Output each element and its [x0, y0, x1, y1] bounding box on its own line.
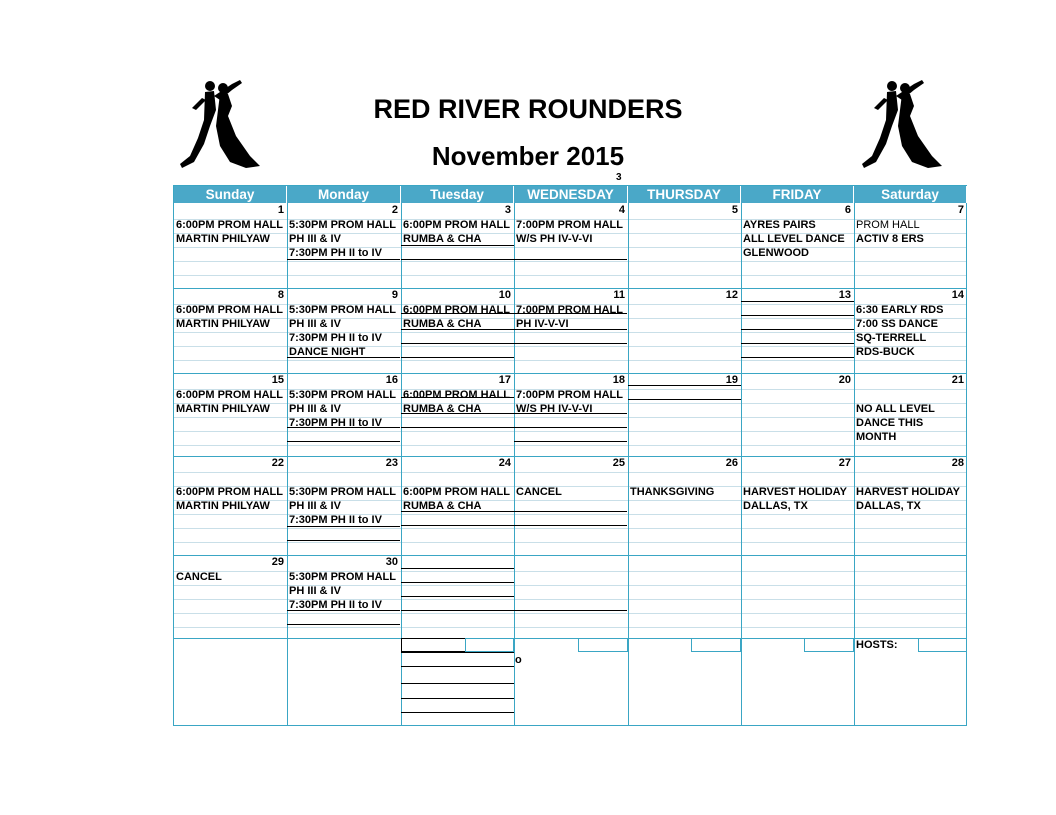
row-line [174, 360, 966, 361]
entry-line [856, 388, 966, 402]
day-entries [856, 388, 966, 444]
entry-underline [401, 357, 514, 358]
entry-line: GLENWOOD [743, 247, 809, 259]
entry-underline [514, 525, 627, 526]
entry-underline [287, 540, 400, 541]
day-number: 1 [277, 204, 284, 216]
day-entries [176, 218, 286, 246]
day-number: 2 [391, 204, 398, 216]
day-number: 19 [725, 374, 738, 386]
day-number: 8 [277, 289, 284, 301]
day-entries [516, 303, 627, 331]
day-number: 26 [725, 457, 738, 469]
entry-underline [401, 343, 514, 344]
entry-line: 7:00PM PROM HALL [516, 219, 623, 231]
entry-underline [401, 427, 514, 428]
day-entries [856, 218, 966, 246]
day-number: 4 [618, 204, 625, 216]
entry-underline [514, 441, 627, 442]
entry-underline [401, 582, 514, 583]
entry-line: 6:00PM PROM HALL [176, 389, 283, 401]
day-number: 21 [951, 374, 964, 386]
day-number: 7 [957, 204, 964, 216]
day-number: 23 [385, 457, 398, 469]
entry-underline [628, 399, 741, 400]
entry-line: 7:00PM PROM HALL [516, 304, 623, 316]
entry-line: MARTIN PHILYAW [176, 500, 270, 512]
entry-line: ACTIV 8 ERS [856, 233, 924, 245]
day-entries [176, 471, 286, 513]
entry-line [743, 471, 853, 485]
day-number: 5 [731, 204, 738, 216]
hosts-label: HOSTS: [856, 639, 898, 651]
day-number: 20 [838, 374, 851, 386]
day-number: 24 [498, 457, 511, 469]
entry-line: W/S PH IV-V-VI [516, 233, 593, 245]
day-number: 9 [391, 289, 398, 301]
entry-line: DALLAS, TX [856, 500, 921, 512]
entry-line: CANCEL [516, 486, 562, 498]
column-divider [514, 186, 515, 725]
entry-underline [287, 624, 400, 625]
entry-line: PH III & IV [289, 318, 341, 330]
row-line [174, 528, 966, 529]
entry-line: 7:00PM PROM HALL [516, 389, 623, 401]
entry-line: RUMBA & CHA [403, 500, 482, 512]
entry-underline [401, 698, 514, 699]
entry-line: 5:30PM PROM HALL [289, 389, 396, 401]
entry-line: 5:30PM PROM HALL [289, 304, 396, 316]
entry-line: HARVEST HOLIDAY [856, 486, 960, 498]
host-box [465, 638, 514, 652]
day-header: Sunday [174, 186, 287, 203]
day-header: Monday [287, 186, 401, 203]
entry-line: THANKSGIVING [630, 486, 715, 498]
entry-underline [287, 441, 400, 442]
day-number: 22 [271, 457, 284, 469]
host-box [578, 638, 628, 652]
row-line [174, 627, 966, 628]
entry-line: 6:00PM PROM HALL [403, 486, 510, 498]
day-entries [176, 570, 286, 584]
day-entries [176, 303, 286, 331]
entry-line: DANCE THIS [856, 417, 924, 429]
entry-line: 7:30PM PH II to IV [289, 247, 382, 259]
day-header: Saturday [854, 186, 967, 203]
day-number: 29 [271, 556, 284, 568]
entry-underline [741, 329, 854, 330]
day-header: Tuesday [401, 186, 514, 203]
entry-line [403, 471, 513, 485]
day-number: 11 [613, 289, 625, 301]
entry-underline [514, 259, 627, 260]
entry-line: 6:00PM PROM HALL [176, 304, 283, 316]
entry-line [630, 471, 740, 485]
day-number: 18 [612, 374, 625, 386]
entry-underline [401, 712, 514, 713]
day-entries [743, 471, 853, 513]
entry-underline [741, 343, 854, 344]
entry-line: RUMBA & CHA [403, 318, 482, 330]
entry-line: 5:30PM PROM HALL [289, 219, 396, 231]
entry-underline [401, 259, 514, 260]
day-number: 15 [271, 374, 284, 386]
entry-line: 6:00PM PROM HALL [176, 219, 283, 231]
day-number: 13 [838, 289, 851, 301]
entry-line: DALLAS, TX [743, 500, 808, 512]
day-header: FRIDAY [741, 186, 854, 203]
day-entries [289, 218, 400, 260]
entry-underline [401, 525, 514, 526]
day-number: 14 [951, 289, 964, 301]
entry-underline [741, 357, 854, 358]
entry-line: 6:00PM PROM HALL [403, 304, 510, 316]
entry-line: 7:30PM PH II to IV [289, 599, 382, 611]
entry-line: DANCE NIGHT [289, 346, 366, 358]
entry-line: PH III & IV [289, 403, 341, 415]
entry-line: 6:30 EARLY RDS [856, 304, 944, 316]
entry-line: 7:00 SS DANCE [856, 318, 938, 330]
day-entries [403, 218, 513, 246]
entry-line: ALL LEVEL DANCE [743, 233, 845, 245]
month-title: November 2015 [431, 141, 625, 171]
day-entries [176, 388, 286, 416]
entry-underline [401, 596, 514, 597]
entry-line: RUMBA & CHA [403, 403, 482, 415]
row-line [174, 275, 966, 276]
day-number: 28 [951, 457, 964, 469]
entry-underline [514, 511, 627, 512]
day-number: 17 [498, 374, 511, 386]
day-number: 6 [844, 204, 851, 216]
page-title: RED RIVER ROUNDERS [373, 94, 683, 124]
day-number: 3 [504, 204, 511, 216]
host-box [691, 638, 741, 652]
entry-line: MONTH [856, 431, 897, 443]
entry-line: PH IV-V-VI [516, 318, 569, 330]
column-divider [741, 186, 742, 725]
entry-line: MARTIN PHILYAW [176, 318, 270, 330]
day-header: WEDNESDAY [514, 186, 628, 203]
calendar-grid [173, 185, 967, 726]
entry-line: RDS-BUCK [856, 346, 915, 358]
entry-line: 6:00PM PROM HALL [176, 486, 283, 498]
day-entries [856, 303, 966, 359]
entry-line [176, 471, 286, 485]
day-entries [856, 471, 966, 513]
entry-underline [401, 666, 514, 667]
entry-underline [514, 610, 627, 611]
stray-o-mark: o [515, 654, 522, 666]
day-entries [403, 388, 513, 416]
entry-underline [401, 683, 514, 684]
day-header: THURSDAY [628, 186, 741, 203]
host-box [918, 638, 967, 652]
entry-line: RUMBA & CHA [403, 233, 482, 245]
day-entries [630, 471, 740, 499]
entry-line: PH III & IV [289, 233, 341, 245]
entry-line: NO ALL LEVEL [856, 403, 935, 415]
entry-line: 6:00PM PROM HALL [403, 389, 510, 401]
day-entries [743, 218, 853, 260]
entry-line [289, 471, 400, 485]
day-entries [289, 303, 400, 359]
row-line [174, 431, 966, 432]
day-number: 10 [498, 289, 511, 301]
day-number: 12 [725, 289, 738, 301]
entry-underline [514, 427, 627, 428]
day-entries [516, 471, 627, 499]
day-entries [516, 218, 627, 246]
day-entries [289, 388, 400, 430]
column-divider [628, 186, 629, 725]
entry-line: MARTIN PHILYAW [176, 403, 270, 415]
column-divider [854, 186, 855, 725]
entry-underline [401, 652, 514, 653]
row-line [174, 542, 966, 543]
entry-line: CANCEL [176, 571, 222, 583]
host-box [401, 638, 467, 652]
day-entries [289, 570, 400, 612]
entry-line: AYRES PAIRS [743, 219, 816, 231]
entry-line [516, 471, 627, 485]
row-line [174, 445, 966, 446]
day-number: 16 [385, 374, 398, 386]
entry-line: 7:30PM PH II to IV [289, 417, 382, 429]
entry-underline [401, 610, 514, 611]
entry-line: SQ-TERRELL [856, 332, 927, 344]
day-entries [289, 471, 400, 527]
stray-mark: 3 [616, 172, 622, 183]
entry-underline [741, 315, 854, 316]
entry-line: 6:00PM PROM HALL [403, 219, 510, 231]
entry-line: 5:30PM PROM HALL [289, 571, 396, 583]
day-entries [403, 471, 513, 513]
entry-line [856, 471, 966, 485]
row-line [174, 613, 966, 614]
entry-line: PH III & IV [289, 500, 341, 512]
entry-line: HARVEST HOLIDAY [743, 486, 847, 498]
day-number: 27 [838, 457, 851, 469]
day-entries [516, 388, 627, 416]
day-entries [403, 303, 513, 331]
entry-line: 7:30PM PH II to IV [289, 514, 382, 526]
day-number: 30 [385, 556, 398, 568]
entry-line: PH III & IV [289, 585, 341, 597]
host-box [804, 638, 854, 652]
entry-line: MARTIN PHILYAW [176, 233, 270, 245]
entry-underline [401, 568, 514, 569]
day-number: 25 [612, 457, 625, 469]
entry-underline [741, 301, 854, 302]
entry-line: W/S PH IV-V-VI [516, 403, 593, 415]
entry-underline [514, 343, 627, 344]
entry-line: 7:30PM PH II to IV [289, 332, 382, 344]
column-divider [287, 186, 288, 725]
row-line [174, 261, 966, 262]
entry-line: PROM HALL [856, 219, 920, 231]
entry-line: 5:30PM PROM HALL [289, 486, 396, 498]
